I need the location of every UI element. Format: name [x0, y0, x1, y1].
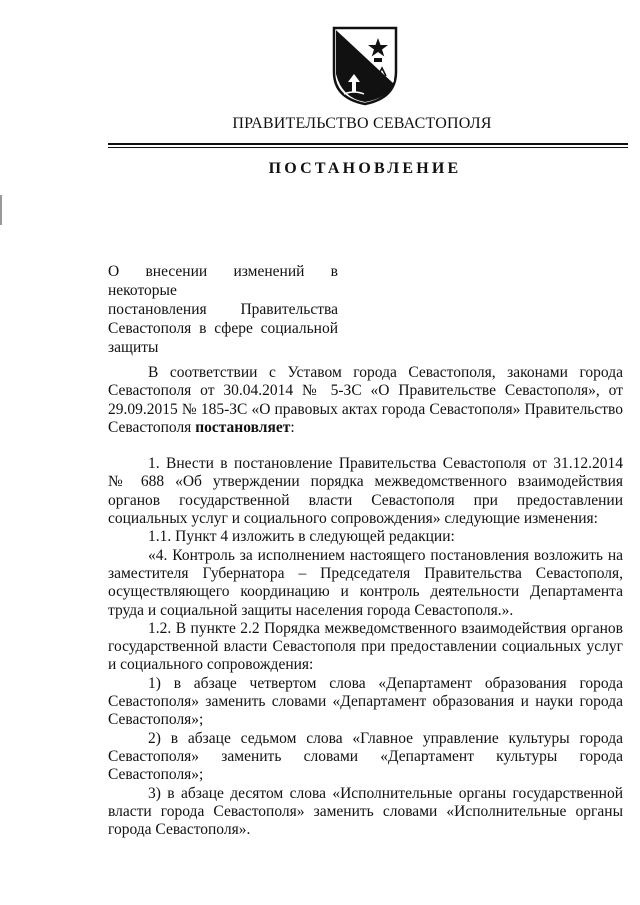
- subject-line: защиты: [108, 339, 159, 356]
- item-paragraph: «4. Контроль за исполнением настоящего постановления возложить на заместителя Губернатора – Председателя Правительства Севастополя, осуществляющего координацию и контроль деятельности Департамента труда и социальной защиты населения города Севастополя.».: [108, 546, 623, 619]
- item-paragraph: 1. Внести в постановление Правительства Севастополя от 31.12.2014 № 688 «Об утверждении порядка межведомственного взаимодействия органов государственной власти Севастополя при предоставлении социальных услуг и социального сопровождения» следующие изменения:: [108, 455, 623, 528]
- document-body: [108, 364, 623, 839]
- preamble-end: :: [290, 418, 295, 436]
- item-paragraph: 1) в абзаце четвертом слова «Департамент образования города Севастополя» заменить словами «Департамент образования и науки города Севастополя»;: [108, 674, 623, 729]
- document-type: ПОСТАНОВЛЕНИЕ: [268, 160, 462, 177]
- header-rule-top: [108, 143, 628, 145]
- subject-line: Севастополя в сфере социальной: [108, 320, 338, 337]
- document-subject: [108, 262, 338, 357]
- sevastopol-coat-of-arms-icon: [330, 24, 400, 106]
- item-paragraph: 2) в абзаце седьмом слова «Главное управление культуры города Севастополя» заменить словами «Департамент культуры города Севастополя»;: [108, 729, 623, 784]
- item-paragraph: 1.1. Пункт 4 изложить в следующей редакции:: [148, 528, 455, 546]
- item-paragraph: 3) в абзаце десятом слова «Исполнительные органы государственной власти города Севастополя» заменить словами «Исполнительные органы города Севастополя».: [108, 784, 623, 839]
- preamble-text: В соответствии с Уставом города Севастополя, законами города Севастополя от 30.04.2014 № 5-ЗС «О Правительстве Севастополя», от 29.09.2015 № 185-ЗС «О правовых актах города Севастополя» Правительство Севастополя: [108, 364, 623, 436]
- preamble-paragraph: [108, 364, 623, 437]
- organization-name: ПРАВИТЕЛЬСТВО СЕВАСТОПОЛЯ: [232, 115, 492, 132]
- header-rule-bottom: [108, 147, 628, 148]
- page-edge-mark: [0, 195, 2, 225]
- subject-line: О внесении изменений в некоторые: [108, 263, 338, 299]
- decision-word: постановляет: [195, 418, 291, 436]
- item-paragraph: 1.2. В пункте 2.2 Порядка межведомственного взаимодействия органов государственной власти Севастополя при предоставлении социальных услуг и социального сопровождения:: [108, 619, 623, 674]
- subject-line: постановления Правительства: [108, 301, 338, 318]
